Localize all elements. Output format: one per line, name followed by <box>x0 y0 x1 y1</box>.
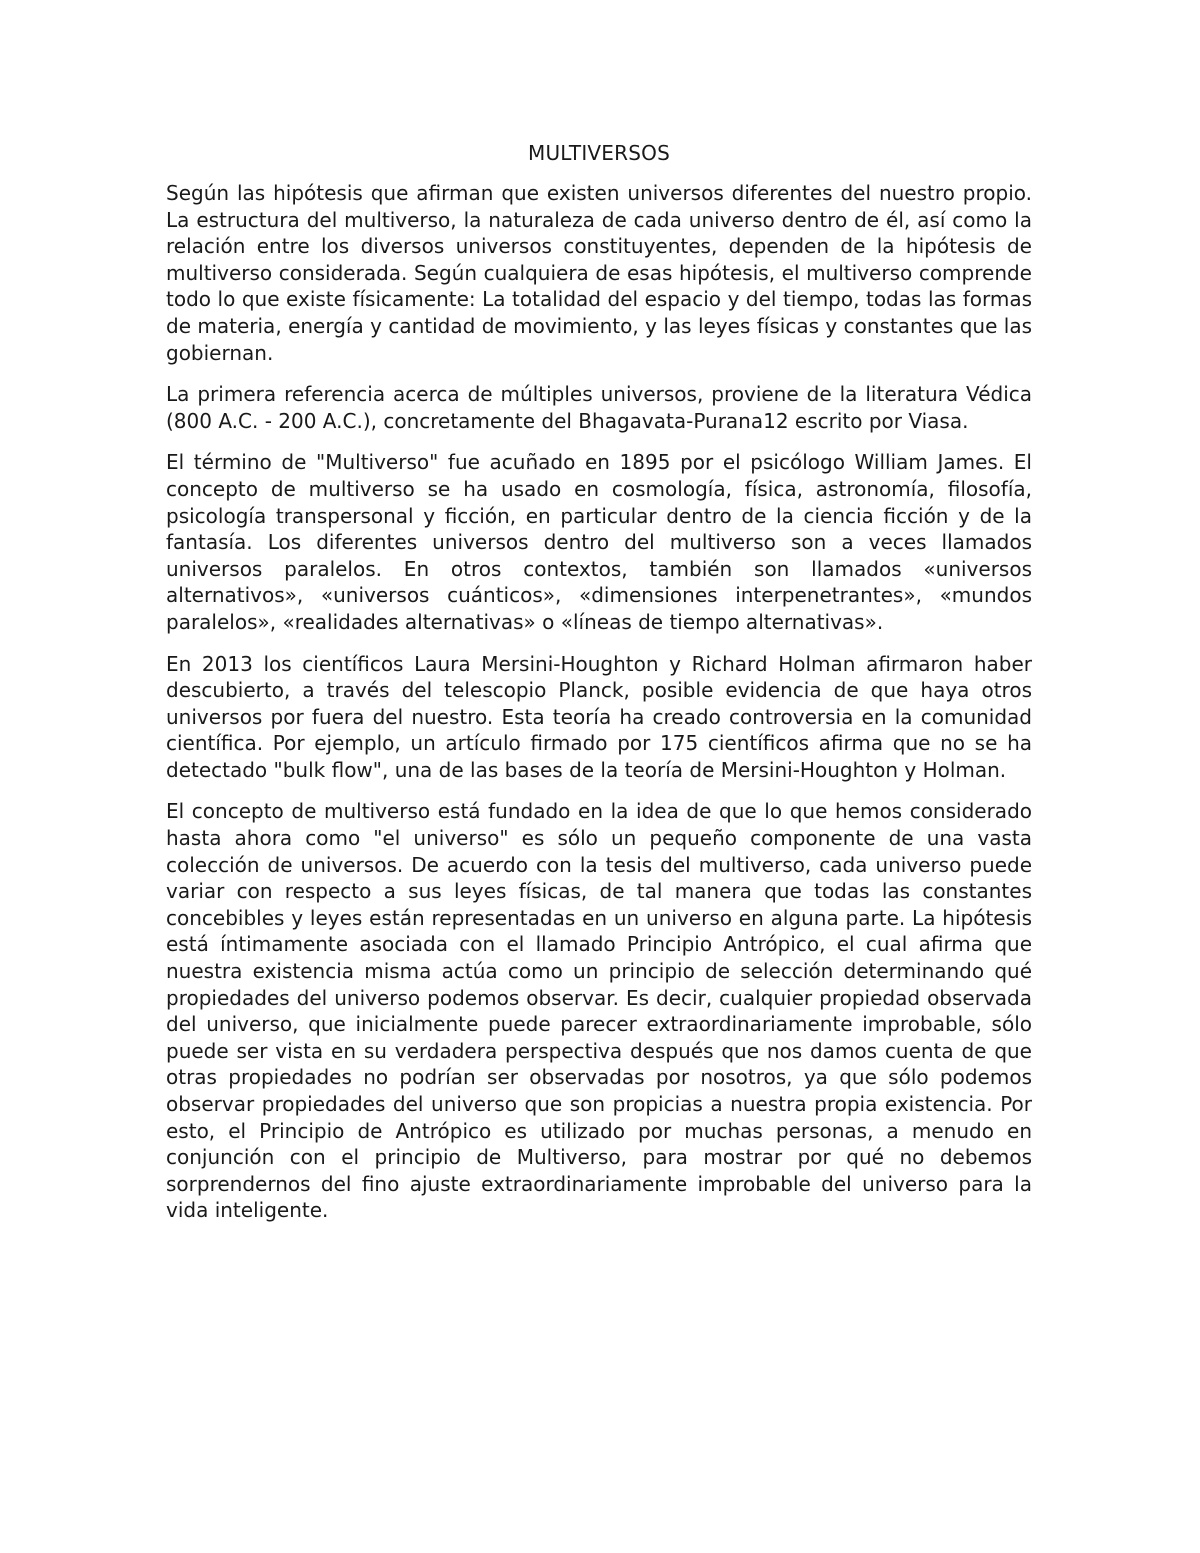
paragraph-1: Según las hipótesis que afirman que existen universos diferentes del nuestro propio. La estructura del multiverso, la naturaleza de cada universo dentro de él, así como la relación entre los diversos universos constituyentes, dependen de la hipótesis de multiverso considerada. Según cualquiera de esas hipótesis, el multiverso comprende todo lo que existe físicamente: La totalidad del espacio y del tiempo, todas las formas de materia, energía y cantidad de movimiento, y las leyes físicas y constantes que las gobiernan. <box>166 181 1032 365</box>
paragraph-4: En 2013 los científicos Laura Mersini-Houghton y Richard Holman afirmaron haber descubierto, a través del telescopio Planck, posible evidencia de que haya otros universos por fuera del nuestro. Esta teoría ha creado controversia en la comunidad científica. Por ejemplo, un artículo firmado por 175 científicos afirma que no se ha detectado "bulk flow", una de las bases de la teoría de Mersini-Houghton y Holman. <box>166 651 1032 782</box>
document-title: MULTIVERSOS <box>528 141 670 165</box>
paragraph-5: El concepto de multiverso está fundado en la idea de que lo que hemos considerado hasta ahora como "el universo" es sólo un pequeño componente de una vasta colección de universos. De acuerdo con la tesis del multiverso, cada universo puede variar con respecto a sus leyes físicas, de tal manera que todas las constantes concebibles y leyes están representadas en un universo en alguna parte. La hipótesis está íntimamente asociada con el llamado Principio Antrópico, el cual afirma que nuestra existencia misma actúa como un principio de selección determinando qué propiedades del universo podemos observar. Es decir, cualquier propiedad observada del universo, que inicialmente puede parecer extraordinariamente improbable, sólo puede ser vista en su verdadera perspectiva después que nos damos cuenta de que otras propiedades no podrían ser observadas por nosotros, ya que sólo podemos observar propiedades del universo que son propicias a nuestra propia existencia. Por esto, el Principio de Antrópico es utilizado por muchas personas, a menudo en conjunción con el principio de Multiverso, para mostrar por qué no debemos sorprendernos del fino ajuste extraordinariamente improbable del universo para la vida inteligente. <box>166 799 1032 1223</box>
document-body <box>166 138 1032 1239</box>
paragraph-3: El término de "Multiverso" fue acuñado en 1895 por el psicólogo William James. El concepto de multiverso se ha usado en cosmología, física, astronomía, filosofía, psicología transpersonal y ficción, en particular dentro de la ciencia ficción y de la fantasía. Los diferentes universos dentro del multiverso son a veces llamados universos paralelos. En otros contextos, también son llamados «universos alternativos», «universos cuánticos», «dimensiones interpenetrantes», «mundos paralelos», «realidades alternativas» o «líneas de tiempo alternativas». <box>166 450 1032 634</box>
paragraph-2: La primera referencia acerca de múltiples universos, proviene de la literatura Védica (800 A.C. - 200 A.C.), concretamente del Bhagavata-Purana12 escrito por Viasa. <box>166 382 1032 433</box>
